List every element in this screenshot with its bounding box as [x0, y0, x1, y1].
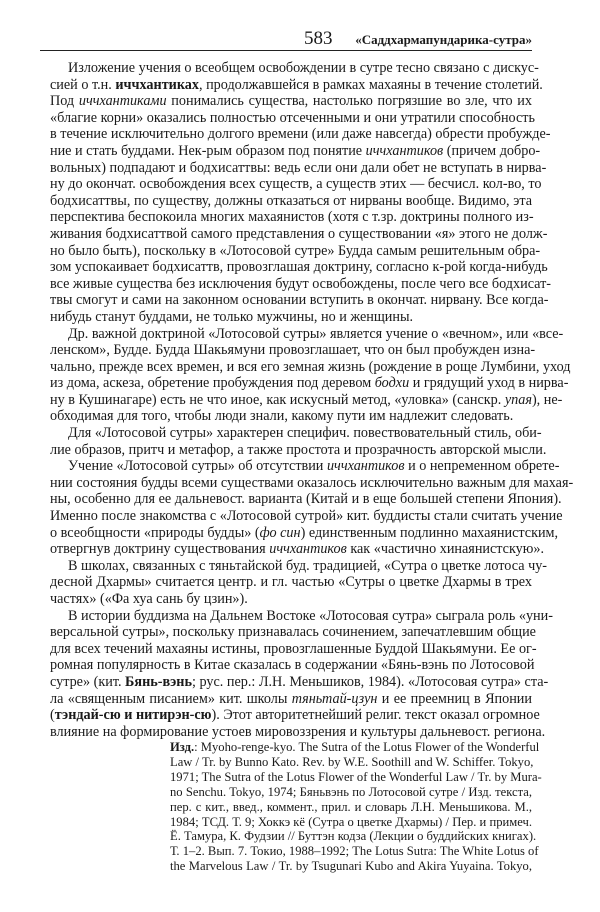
page-header — [40, 28, 532, 51]
italic-term: иччхантиками — [78, 93, 167, 110]
text-line: в течение исключительно долгого времени (или даже навсегда) обрести пробужде- — [50, 126, 551, 143]
text-line: живания бодхисаттвой самого представления о существовании «я» этого не долж- — [50, 225, 548, 242]
paragraph — [50, 458, 574, 558]
italic-term: фо син — [259, 524, 301, 541]
bibliography-line: Ё. Тамура, К. Фудзии // Буттэн кодза (Лекции о буддийских книгах). — [170, 829, 537, 844]
bibliography-line: 1984; ТСД. Т. 9; Хоккэ кё (Сутра о цветке Дхармы) / Пер. и примеч. — [170, 814, 532, 829]
text-line: сией о т.н. иччхантиках, продолжавшейся в рамках махаяны в течение столетий. — [50, 76, 543, 93]
paragraph — [50, 325, 571, 426]
text-line: ну до окончат. освобождения всех существ, а существ этих — бесчисл. кол-во, то — [50, 176, 542, 193]
text-line: из дома, аскеза, обретение пробуждения под деревом бодхи и грядущий уход в нирва- — [50, 375, 569, 392]
italic-term: упая — [504, 391, 532, 408]
page-number: 583 — [304, 28, 333, 49]
text-line: В школах, связанных с тяньтайской буд. традицией, «Сутра о цветке лотоса чу- — [68, 557, 548, 574]
text-line: бодхисаттвы, по существу, должны отказаться от нирваны вообще. Видимо, эта — [50, 192, 532, 209]
paragraph — [50, 607, 553, 741]
text-line: Именно после знакомства с «Лотосовой сутрой» кит. буддисты стали считать учение — [50, 508, 563, 525]
text-line: нибудь станут буддами, не только мужчины, но и женщины. — [50, 308, 414, 325]
bibliography — [170, 740, 542, 874]
text-line: перспектива беспокоила многих махаянистов (хотя с т.зр. доктрины полного из- — [50, 209, 534, 226]
article-body — [50, 60, 574, 740]
text-line: зом успокаивает бодхисаттв, провозглашая доктрину, согласно к-рой когда-нибудь — [50, 259, 548, 276]
paragraph — [50, 557, 548, 608]
paragraph — [50, 425, 547, 458]
text-line: все живые существа без исключения будут освобождены, после чего все бодхисат- — [50, 275, 552, 292]
text-line: Др. важной доктриной «Лотосовой сутры» является учение о «вечном», или «все- — [68, 325, 564, 342]
text-line: нии состояния будды всеми существами оказалось исключительно важным для махая- — [50, 474, 574, 491]
text-line: вольных) подпадают и бодхисаттвы: ведь если они дали обет не вступать в нирва- — [50, 159, 547, 176]
bold-term: тэндай-сю и нитирэн-сю — [54, 707, 212, 724]
text-line: версальной сутры», поскольку признавалась сочинением, запечатлевшим общие — [50, 624, 536, 641]
italic-term: иччхантиков — [326, 458, 405, 475]
text-line: лие образов, притч и метафор, а также простота и прозрачность авторской мысли. — [50, 441, 547, 458]
text-line: Под иччхантиками понимались существа, настолько погрязшие во зле, что их — [50, 93, 532, 110]
italic-term: иччхантиков — [365, 142, 444, 159]
text-line: твы смогут и сами на законном основании вступить в окончат. нирвану. Все когда- — [50, 292, 549, 309]
text-line: ла «священным писанием» кит. школы тяньтай-цзун и ее преемниц в Японии — [50, 690, 532, 707]
text-line: влияние на формирование устоев мировоззрения и культуры дальневост. региона. — [50, 723, 546, 740]
bold-term: иччхантиках — [115, 76, 199, 93]
italic-term: иччхантиков — [269, 541, 347, 558]
text-line: десной Дхармы» считается центр. и гл. частью «Сутры о цветке Дхармы в трех — [50, 574, 532, 591]
text-line: ны, особенно для ее дальневост. варианта (Китай и в еще большей степени Япония). — [50, 491, 562, 508]
italic-term: бодхи — [374, 375, 410, 392]
bibliography-line: Изд.: Myoho-renge-kyo. The Sutra of the Lotus Flower of the Wonderful — [170, 740, 540, 754]
bibliography-line: no Senchu. Tokyo, 1974; Бяньвэнь по Лотосовой сутре / Изд. текста, — [170, 784, 532, 799]
text-line: чально, прежде всех времен, и вся его земная жизнь (рождение в роще Лумбини, уход — [50, 358, 571, 375]
text-line: Для «Лотосовой сутры» характерен специфич. повествовательный стиль, оби- — [68, 425, 542, 442]
text-line: ромная популярность в Китае сказалась в содержании «Бянь-вэнь по Лотосовой — [50, 657, 535, 674]
bold-term: Бянь-вэнь — [125, 673, 192, 690]
bold-term: Изд. — [170, 740, 195, 754]
text-line: Изложение учения о всеобщем освобождении в сутре тесно связано с дискус- — [68, 60, 539, 76]
text-line: для всех течений махаяны истины, провозглашенные Буддой Шакьямуни. Ее ог- — [50, 640, 537, 657]
bibliography-line: пер. с кит., введ., коммент., прил. и словарь Л.Н. Меньшикова. М., — [170, 799, 532, 814]
running-title: «Саддхармапундарика-сутра» — [355, 32, 532, 47]
bibliography-line: Law / Tr. by Bunno Kato. Rev. by W.E. Soothill and W. Schiffer. Tokyo, — [170, 754, 534, 769]
text-line: сутре» (кит. Бянь-вэнь; рус. пер.: Л.Н. Меньшиков, 1984). «Лотосовая сутра» ста- — [50, 673, 549, 690]
italic-term: тяньтай-цзун — [291, 690, 378, 707]
bibliography-line: 1971; The Sutra of the Lotus Flower of the Wonderful Law / Tr. by Mura- — [170, 769, 542, 784]
text-line: ну в Кушинагаре) есть не что иное, как искусный метод, «уловка» (санскр. упая), не- — [50, 391, 563, 408]
bibliography-line: Т. 1–2. Вып. 7. Токио, 1988–1992; The Lotus Sutra: The White Lotus of — [170, 844, 539, 859]
text-line: (тэндай-сю и нитирэн-сю). Этот авторитетнейший религ. текст оказал огромное — [50, 707, 540, 724]
bibliography-line: the Marvelous Law / Tr. by Tsugunari Kubo and Akira Yuyaina. Tokyo, — [170, 859, 532, 874]
text-line: о всеобщности «природы будды» (фо син) единственным подлинно махаянистским, — [50, 524, 559, 541]
text-line: частях» («Фа хуа сань бу цзин»). — [50, 591, 248, 607]
text-line: отвергнув доктрину существования иччхантиков как «частично хинаянистскую». — [50, 541, 545, 558]
paragraph — [50, 60, 552, 326]
text-line: ние и стать буддами. Нек-рым образом под понятие иччхантиков (причем добро- — [50, 142, 541, 159]
text-line: но было быть), поскольку в «Лотосовой сутре» Будда самым решительным обра- — [50, 242, 541, 259]
text-line: ленском», Будде. Будда Шакьямуни провозглашает, что он был пробужден изна- — [50, 342, 536, 359]
text-line: «благие корни» оказались полностью отсеченными и они утратили способность — [50, 109, 535, 126]
text-line: В истории буддизма на Дальнем Востоке «Лотосовая сутра» сыграла роль «уни- — [68, 607, 553, 624]
text-line: обходимая для того, чтобы люди знали, какому пути им надлежит следовать. — [50, 408, 514, 425]
text-line: Учение «Лотосовой сутры» об отсутствии иччхантиков и о непременном обрете- — [68, 458, 560, 475]
